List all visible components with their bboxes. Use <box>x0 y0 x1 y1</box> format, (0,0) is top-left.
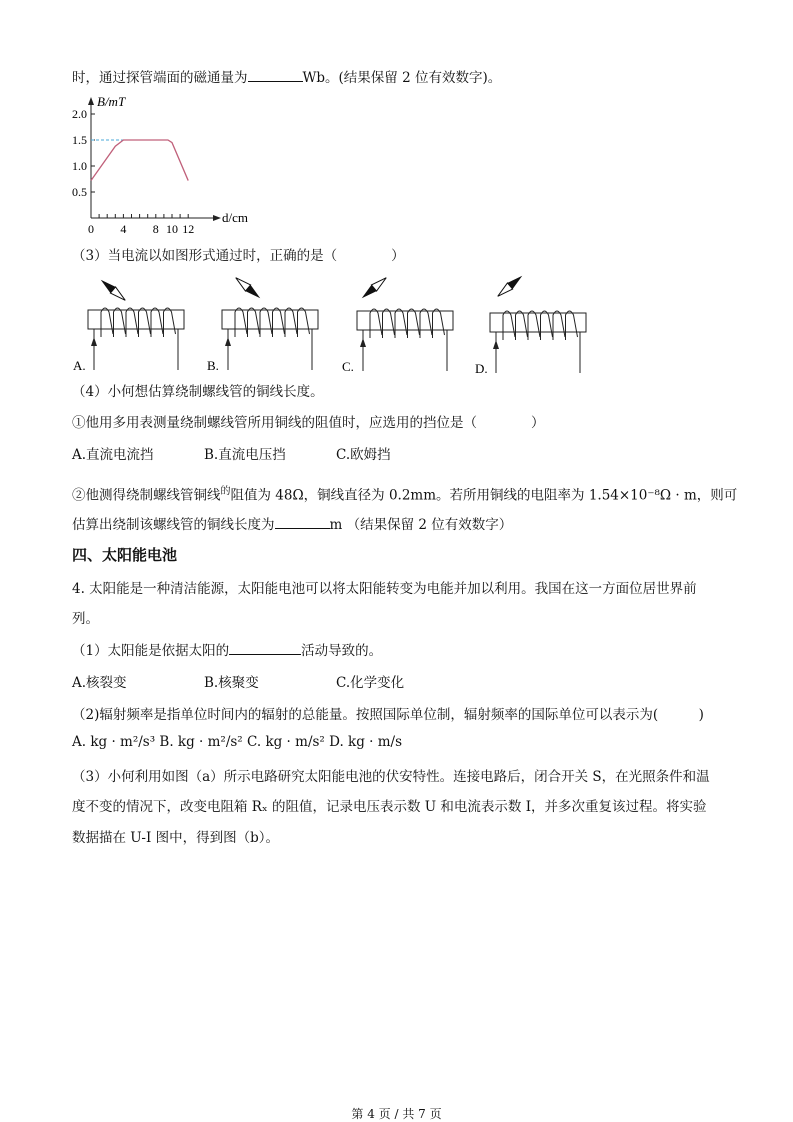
y-arrow <box>88 97 94 105</box>
options-1 <box>72 671 404 691</box>
problem-4: 4. 太阳能是一种清洁能源，太阳能电池可以将太阳能转变为电能并加以利用。我国在这一方面位居世界前 <box>72 581 697 597</box>
coil-turn <box>101 308 113 337</box>
coil-turn <box>395 309 407 338</box>
current-arrow <box>493 340 499 349</box>
sub-3-cont2: 数据描在 U-I 图中，得到图（b）。 <box>72 830 280 846</box>
solenoid-options <box>66 268 626 373</box>
answer-blank[interactable] <box>248 69 303 82</box>
y-tick-label: 1.5 <box>72 133 87 147</box>
coil-turn <box>248 308 260 337</box>
options-4-1 <box>72 443 391 463</box>
coil-turn <box>383 309 395 338</box>
problem-4-cont: 列。 <box>72 611 99 627</box>
coil-turn <box>164 308 176 337</box>
answer-blank[interactable] <box>229 642 301 655</box>
flux-question <box>72 66 501 86</box>
text: m （结果保留 2 位有效数字） <box>329 517 513 533</box>
option-label: A. <box>73 358 86 373</box>
coil-turn <box>370 309 382 338</box>
needle-south <box>233 275 250 291</box>
coil-turn <box>235 308 247 337</box>
compass-needle-icon <box>233 275 263 302</box>
option-label: D. <box>475 361 488 373</box>
compass-needle-icon <box>495 273 525 300</box>
coil-turn <box>298 308 310 337</box>
coil-turn <box>433 309 445 338</box>
x-tick-label: 0 <box>88 222 94 236</box>
sub-2: （2)辐射频率是指单位时间内的辐射的总能量。按照国际单位制，辐射频率的国际单位可以表示为( ) <box>72 707 704 723</box>
text: ②他测得绕制螺线管铜线 <box>72 487 221 504</box>
needle-south <box>371 275 388 291</box>
coil-turn <box>408 309 420 338</box>
current-arrow <box>360 338 366 347</box>
coil-turn <box>285 308 297 337</box>
coil-turn <box>126 308 138 337</box>
coil-turn <box>114 308 126 337</box>
coil-turn <box>566 311 578 340</box>
option-a[interactable]: A.核裂变 <box>72 675 127 691</box>
y-tick-label: 0.5 <box>72 185 87 199</box>
section-heading: 四、太阳能电池 <box>72 546 178 564</box>
coil-turn <box>528 311 540 340</box>
x-tick-label: 8 <box>152 222 159 236</box>
coil-turn <box>503 311 515 340</box>
solenoid-core <box>222 310 318 329</box>
question-4-2-cont <box>72 513 512 533</box>
coil-turn <box>151 308 163 337</box>
option-label: B. <box>207 358 219 373</box>
y-tick-label: 1.0 <box>72 159 87 173</box>
current-arrow <box>91 337 97 346</box>
question-4-2 <box>72 482 737 504</box>
compass-needle-icon <box>98 277 128 304</box>
sub-3-cont: 度不变的情况下，改变电阻箱 Rₓ 的阻值，记录电压表示数 U 和电流表示数 I，并多次重复该过程。将实验 <box>72 799 707 815</box>
text: （1）太阳能是依据太阳的 <box>72 643 230 659</box>
x-arrow <box>213 215 221 221</box>
solenoid-core <box>88 310 184 329</box>
sub-3: （3）小何利用如图（a）所示电路研究太阳能电池的伏安特性。连接电路后，闭合开关 S，在光照条件和温 <box>72 769 710 785</box>
coil-turn <box>516 311 528 340</box>
answer-blank[interactable] <box>275 516 330 529</box>
option-b[interactable]: B.核聚变 <box>204 675 259 691</box>
text: 时，通过探管端面的磁通量为 <box>72 70 248 86</box>
options-2[interactable]: A. kg · m²/s³ B. kg · m²/s² C. kg · m/s² D. kg · m/s <box>72 734 403 750</box>
sub-1 <box>72 639 382 659</box>
question-3: （3）当电流以如图形式通过时，正确的是（ ） <box>72 248 405 264</box>
y-axis-label: B/mT <box>97 94 126 109</box>
coil-turn <box>260 308 272 337</box>
x-tick-label: 4 <box>120 222 127 236</box>
option-a[interactable]: A.直流电流挡 <box>72 447 154 463</box>
option-b[interactable]: B.直流电压挡 <box>204 447 286 463</box>
compass-needle-icon <box>359 275 389 302</box>
coil-turn <box>420 309 432 338</box>
x-tick-label: 10 <box>166 222 178 236</box>
needle-south <box>495 283 512 299</box>
coil-turn <box>273 308 285 337</box>
coil-turn <box>139 308 151 337</box>
current-arrow <box>225 337 231 346</box>
question-4: （4）小何想估算绕制螺线管的铜线长度。 <box>72 384 324 400</box>
page-footer: 第 4 页 / 共 7 页 <box>351 1107 442 1121</box>
text: 活动导致的。 <box>301 643 383 659</box>
text: 的 <box>220 486 231 497</box>
coil-turn <box>541 311 553 340</box>
option-c[interactable]: C.欧姆挡 <box>336 447 391 463</box>
text: Wb。(结果保留 2 位有效数字)。 <box>302 70 502 86</box>
b-d-graph <box>66 88 266 238</box>
b-curve <box>91 140 188 181</box>
option-label: C. <box>342 359 354 373</box>
option-c[interactable]: C.化学变化 <box>336 675 405 691</box>
question-4-1: ①他用多用表测量绕制螺线管所用铜线的阻值时，应选用的挡位是（ ） <box>72 415 545 431</box>
y-tick-label: 2.0 <box>72 107 87 121</box>
x-axis-label: d/cm <box>222 210 248 225</box>
solenoid-core <box>490 313 586 332</box>
x-tick-label: 12 <box>182 222 195 236</box>
text: 估算出绕制该螺线管的铜线长度为 <box>72 517 275 533</box>
needle-south <box>110 287 127 303</box>
text: 阻值为 48Ω，铜线直径为 0.2mm。若所用铜线的电阻率为 1.54×10⁻⁸Ω · m，则可 <box>230 487 738 504</box>
solenoid-core <box>357 311 453 330</box>
coil-turn <box>553 311 565 340</box>
